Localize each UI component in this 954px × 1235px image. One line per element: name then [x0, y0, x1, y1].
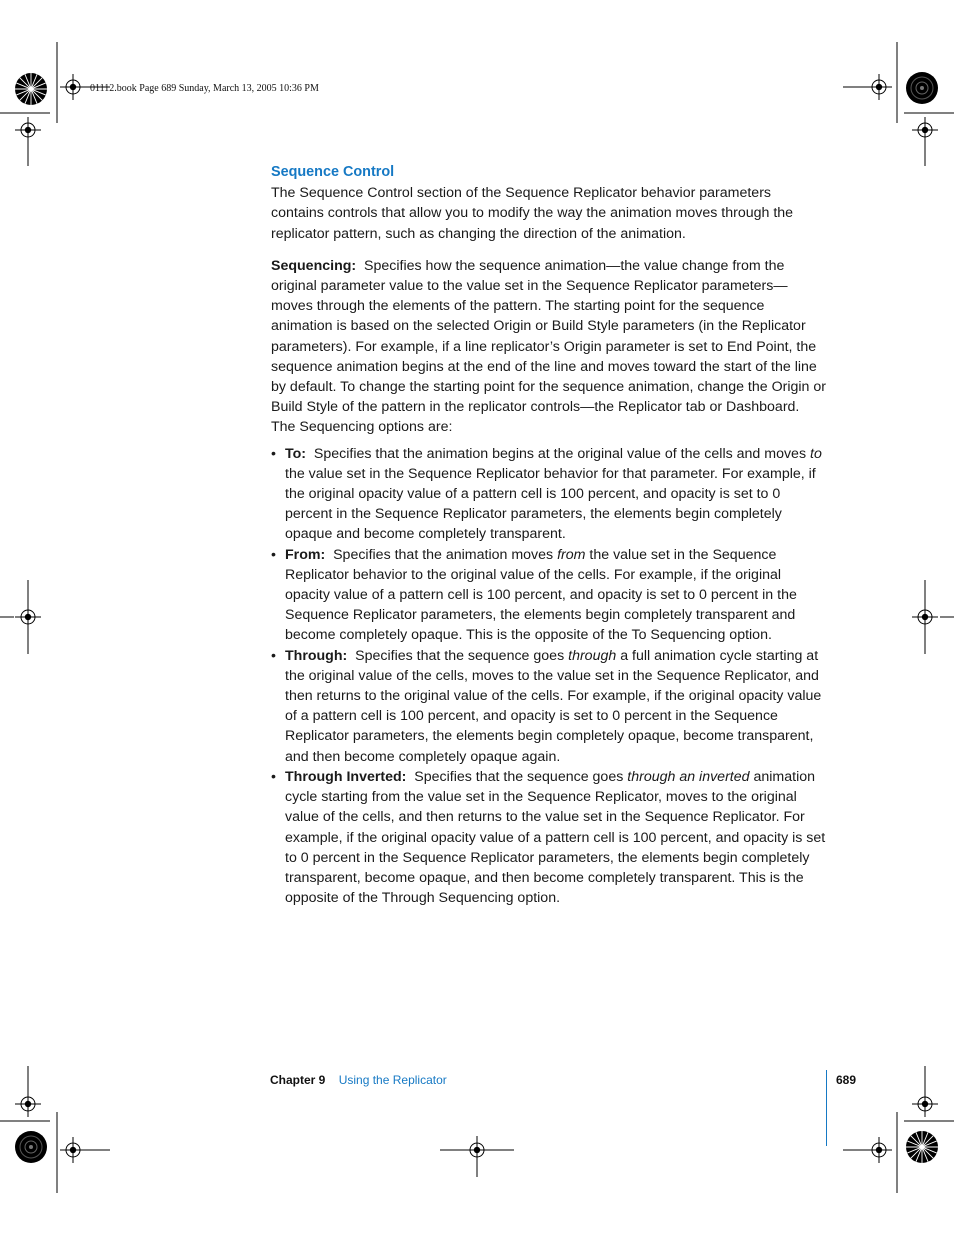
page-number: 689: [836, 1073, 857, 1087]
option-text: a full animation cycle starting at the original value of the cells, moves to the value set in the Sequence Replicator, and then returns to the original value of the cells. For example, if the original opacity value of a pattern cell is 100 percent, and opacity is set to 0 percent in the Sequence Replicator parameters, the elements begin completely opaque, become transparent, and then become completely opaque again.: [285, 647, 822, 765]
option-text: the value set in the Sequence Replicator behavior to the original value of the cells. For example, if the original opacity value of a pattern cell is 100 percent, and opacity is set to 0 percent in the Sequence Replicator parameters, the elements begin completely transparent and become completely opaque. This is the opposite of the To Sequencing option.: [285, 546, 797, 644]
option-term: Through:: [285, 647, 348, 664]
footer-chapter: [270, 1073, 447, 1087]
ringburst-mark-icon: [906, 72, 938, 104]
ringburst-mark-icon: [15, 1131, 47, 1163]
starburst-mark-icon: [906, 1131, 938, 1163]
starburst-mark-icon: [15, 73, 47, 105]
list-item: [271, 444, 827, 545]
option-text: Specifies that the animation moves: [333, 546, 554, 563]
bullet-icon: •: [271, 546, 276, 563]
bullet-icon: •: [271, 647, 276, 664]
option-term: To:: [285, 445, 307, 462]
option-emphasis: from: [557, 546, 586, 563]
bullet-icon: •: [271, 445, 276, 462]
footer-divider: [826, 1070, 827, 1146]
option-emphasis: to: [810, 445, 822, 462]
option-emphasis: through: [568, 647, 617, 664]
option-text: Specifies that the sequence goes: [355, 647, 565, 664]
section-intro: The Sequence Control section of the Sequence Replicator behavior parameters contains controls that allow you to modify the way the animation moves through the replicator pattern, such as changing the direction of the animation.: [271, 185, 794, 242]
page-body: [271, 162, 827, 908]
bullet-icon: •: [271, 768, 276, 785]
option-text: animation cycle starting from the value set in the Sequence Replicator, moves to the original value of the cells, and then returns to the value set in the Sequence Replicator. For example, if the original opacity value of a pattern cell is 100 percent, and opacity is set to 0 percent in the Sequence Replicator parameters, the elements begin completely transparent, become opaque, and then become completely transparent. This is the opposite of the Through Sequencing option.: [285, 768, 826, 907]
section-heading: Sequence Control: [271, 164, 395, 180]
definition-sequencing: [271, 256, 827, 438]
list-item: [271, 767, 827, 908]
option-emphasis: through an inverted: [627, 768, 750, 785]
chapter-title: Using the Replicator: [338, 1073, 447, 1087]
option-text: the value set in the Sequence Replicator behavior for that parameter. For example, if the original opacity value of a pattern cell is 100 percent, and opacity is set to 0 percent in the Sequence Replicator parameters, the elements begin completely opaque and become completely transparent.: [285, 465, 816, 543]
option-term: From:: [285, 546, 326, 563]
sequencing-options-list: [271, 444, 827, 909]
option-text: Specifies that the animation begins at the original value of the cells and moves: [313, 445, 807, 462]
definition-term: Sequencing:: [271, 257, 357, 274]
print-slug: 01112.book Page 689 Sunday, March 13, 2005 10:36 PM: [90, 83, 319, 94]
definition-text: Specifies how the sequence animation—the value change from the original parameter value to the value set in the Sequence Replicator parameters—moves through the elements of the pattern. The starting point for the sequence animation is based on the selected Origin or Build Style parameters (in the Replicator parameters). For example, if a line replicator’s Origin parameter is set to End Point, the sequence animation begins at the end of the line and moves toward the start of the line by default. To change the starting point for the sequence animation, change the Origin or Build Style of the pattern in the replicator controls—the Replicator tab or Dashboard. The Sequencing options are:: [271, 257, 826, 436]
chapter-label: Chapter 9: [270, 1073, 326, 1087]
list-item: [271, 646, 827, 767]
option-term: Through Inverted:: [285, 768, 407, 785]
option-text: Specifies that the sequence goes: [414, 768, 624, 785]
list-item: [271, 545, 827, 646]
